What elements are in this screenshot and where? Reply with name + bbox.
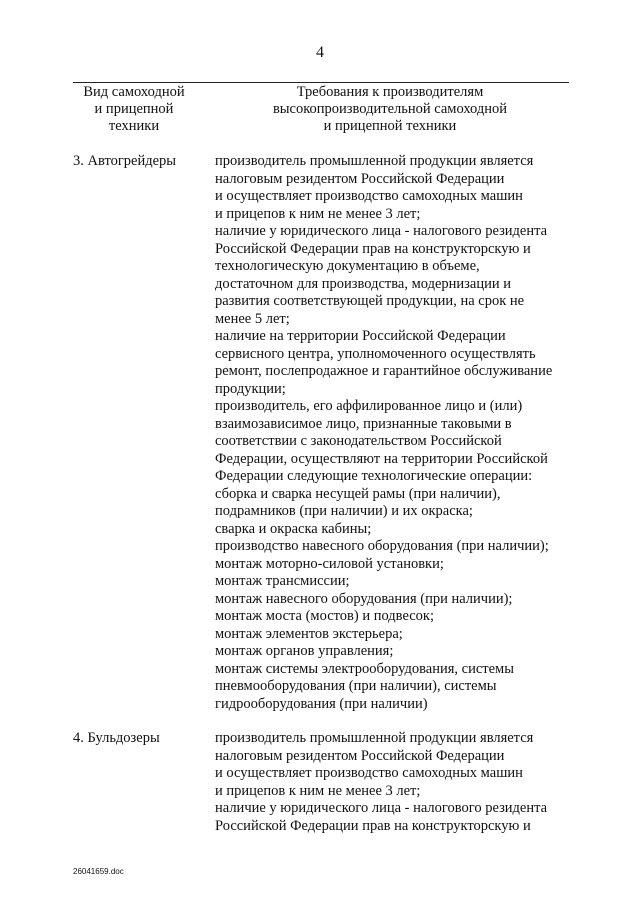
text-line: монтаж элементов экстерьера;: [215, 625, 403, 642]
text-line: налоговым резидентом Российской Федерации: [215, 747, 505, 764]
text-line: монтаж системы электрооборудования, системы: [215, 660, 514, 677]
header-line: и прицепной техники: [323, 118, 457, 134]
text-line: Российской Федерации прав на конструкторскую и: [215, 240, 531, 257]
text-line: монтаж моторно-силовой установки;: [215, 555, 444, 572]
text-line: продукции;: [215, 380, 286, 397]
text-line: производство навесного оборудования (при наличии);: [215, 538, 549, 554]
row-name-bulldozers: 4. Бульдозеры: [73, 730, 160, 746]
text-line: пневмооборудования (при наличии), системы: [215, 678, 497, 694]
text-line: наличие у юридического лица - налогового резидента: [215, 223, 548, 239]
text-line: Российской Федерации прав на конструкторскую и: [215, 817, 531, 834]
text-line: ремонт, послепродажное и гарантийное обслуживание: [215, 363, 553, 379]
text-line: и прицепов к ним не менее 3 лет;: [215, 782, 421, 799]
text-line: производитель промышленной продукции является: [215, 153, 534, 169]
text-line: наличие у юридического лица - налогового резидента: [215, 800, 548, 816]
header-divider: [73, 82, 569, 83]
page-number: 4: [316, 44, 324, 61]
header-line: Вид самоходной: [83, 84, 185, 100]
header-line: Требования к производителям: [296, 84, 484, 100]
text-line: монтаж навесного оборудования (при наличии);: [215, 590, 513, 607]
text-line: Федерации следующие технологические операции:: [215, 468, 533, 484]
text-line: и осуществляет производство самоходных машин: [215, 188, 523, 204]
row-requirements-graders: [215, 153, 575, 713]
row-name-graders: 3. Автогрейдеры: [73, 153, 177, 169]
text-line: сварка и окраска кабины;: [215, 520, 372, 537]
column-header-vehicle-type: [73, 84, 195, 135]
file-name-footer: 26041659.doc: [73, 867, 124, 876]
text-line: производитель, его аффилированное лицо и (или): [215, 398, 523, 414]
text-line: технологическую документацию в объеме,: [215, 258, 480, 274]
text-line: и осуществляет производство самоходных машин: [215, 765, 523, 781]
header-line: высокопроизводительной самоходной: [272, 101, 508, 117]
text-line: сборка и сварка несущей рамы (при наличии),: [215, 485, 501, 502]
text-line: монтаж органов управления;: [215, 643, 394, 659]
header-line: и прицепной: [94, 101, 174, 117]
text-line: взаимозависимое лицо, признанные таковыми в: [215, 415, 512, 432]
text-line: монтаж моста (мостов) и подвесок;: [215, 608, 434, 624]
text-line: развития соответствующей продукции, на срок не: [215, 293, 525, 309]
text-line: наличие на территории Российской Федерации: [215, 328, 506, 344]
text-line: монтаж трансмиссии;: [215, 573, 350, 589]
text-line: гидрооборудования (при наличии): [215, 695, 428, 712]
text-line: соответствии с законодательством Российской: [215, 433, 502, 449]
text-line: и прицепов к ним не менее 3 лет;: [215, 205, 421, 222]
text-line: сервисного центра, уполномоченного осуществлять: [215, 345, 536, 362]
text-line: достаточном для производства, модернизации и: [215, 275, 511, 292]
text-line: производитель промышленной продукции является: [215, 730, 534, 746]
column-header-requirements: [210, 84, 570, 135]
text-line: менее 5 лет;: [215, 310, 290, 327]
text-line: налоговым резидентом Российской Федерации: [215, 170, 505, 187]
row-requirements-bulldozers: [215, 730, 575, 835]
header-line: техники: [108, 118, 160, 134]
text-line: Федерации, осуществляют на территории Российской: [215, 450, 548, 467]
text-line: подрамников (при наличии) и их окраска;: [215, 503, 473, 519]
